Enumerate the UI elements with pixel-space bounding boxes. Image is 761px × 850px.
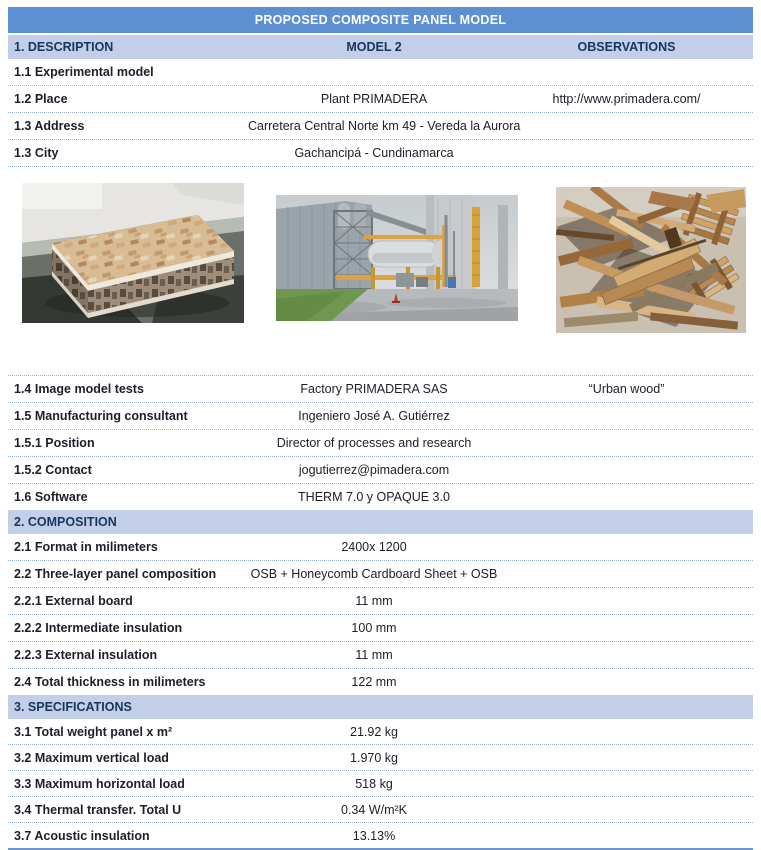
table-row xyxy=(8,430,753,457)
section-header-specifications xyxy=(8,695,753,719)
row-label: 1.5.2 Contact xyxy=(14,463,92,477)
row-value: Factory PRIMADERA SAS xyxy=(300,382,448,396)
row-value-email: jogutierrez@pimadera.com xyxy=(298,463,450,477)
table-row xyxy=(8,457,753,484)
table-row xyxy=(8,771,753,797)
document-title-bar xyxy=(8,7,753,33)
table-row xyxy=(8,86,753,113)
factory-plant-image xyxy=(276,195,518,321)
row-value: 13.13% xyxy=(352,828,396,843)
photo-strip xyxy=(8,167,753,376)
table-row xyxy=(8,113,753,140)
row-label: 1.4 Image model tests xyxy=(14,382,144,396)
section-title: 3. SPECIFICATIONS xyxy=(14,700,132,714)
row-value: 2400x 1200 xyxy=(341,540,407,554)
table-row xyxy=(8,59,753,86)
composite-panel-document xyxy=(8,7,753,850)
row-observation: “Urban wood” xyxy=(588,382,665,396)
table-row xyxy=(8,376,753,403)
table-row xyxy=(8,823,753,850)
row-value: 518 kg xyxy=(355,776,393,791)
table-row xyxy=(8,561,753,588)
row-label: 2.1 Format in milimeters xyxy=(14,540,158,554)
row-value: 1.970 kg xyxy=(350,750,398,765)
table-row xyxy=(8,140,753,167)
row-label: 3.1 Total weight panel x m² xyxy=(14,724,173,739)
row-label: 1.6 Software xyxy=(14,490,88,504)
row-label: 1.5.1 Position xyxy=(14,436,95,450)
row-label: 3.7 Acoustic insulation xyxy=(14,828,150,843)
table-row xyxy=(8,669,753,695)
row-label: 2.4 Total thickness in milimeters xyxy=(14,675,206,689)
row-label: 1.3 Address xyxy=(14,119,85,133)
row-label: 1.1 Experimental model xyxy=(14,65,154,79)
row-value: Ingeniero José A. Gutiérrez xyxy=(298,409,450,423)
table-row xyxy=(8,719,753,745)
row-label: 2.2 Three-layer panel composition xyxy=(14,567,217,581)
section-title: 1. DESCRIPTION xyxy=(14,40,114,54)
row-value: 100 mm xyxy=(351,621,397,635)
table-row xyxy=(8,403,753,430)
row-label: 3.3 Maximum horizontal load xyxy=(14,776,185,791)
row-value: Carretera Central Norte km 49 - Vereda la Aurora xyxy=(248,119,521,133)
page-title: PROPOSED COMPOSITE PANEL MODEL xyxy=(254,13,507,27)
column-header-model: MODEL 2 xyxy=(346,40,402,54)
table-row xyxy=(8,484,753,510)
row-label: 2.2.2 Intermediate insulation xyxy=(14,621,183,635)
composite-panel-sample-image xyxy=(22,183,244,323)
section-header-composition xyxy=(8,510,753,534)
row-value: Director of processes and research xyxy=(276,436,472,450)
section-title: 2. COMPOSITION xyxy=(14,515,117,529)
column-header-observations: OBSERVATIONS xyxy=(577,40,676,54)
row-observation-url: http://www.primadera.com/ xyxy=(552,92,701,106)
table-row xyxy=(8,642,753,669)
row-value: THERM 7.0 y OPAQUE 3.0 xyxy=(298,490,450,504)
row-label: 1.5 Manufacturing consultant xyxy=(14,409,188,423)
table-row xyxy=(8,745,753,771)
section-header-description xyxy=(8,35,753,59)
table-row xyxy=(8,615,753,642)
row-value: 11 mm xyxy=(355,648,393,662)
table-row xyxy=(8,588,753,615)
row-value: OSB + Honeycomb Cardboard Sheet + OSB xyxy=(250,567,498,581)
row-value: 0.34 W/m²K xyxy=(341,802,407,817)
row-value: Plant PRIMADERA xyxy=(320,92,428,106)
row-label: 1.2 Place xyxy=(14,92,68,106)
row-label: 2.2.3 External insulation xyxy=(14,648,158,662)
urban-wood-pile-image xyxy=(556,187,746,333)
row-label: 2.2.1 External board xyxy=(14,594,133,608)
row-label: 1.3 City xyxy=(14,146,59,160)
table-row xyxy=(8,797,753,823)
row-label: 3.4 Thermal transfer. Total U xyxy=(14,802,182,817)
row-value: Gachancipá - Cundinamarca xyxy=(294,146,454,160)
row-value: 21.92 kg xyxy=(350,724,398,739)
table-row xyxy=(8,534,753,561)
row-value: 11 mm xyxy=(355,594,393,608)
row-label: 3.2 Maximum vertical load xyxy=(14,750,169,765)
row-value: 122 mm xyxy=(351,675,397,689)
